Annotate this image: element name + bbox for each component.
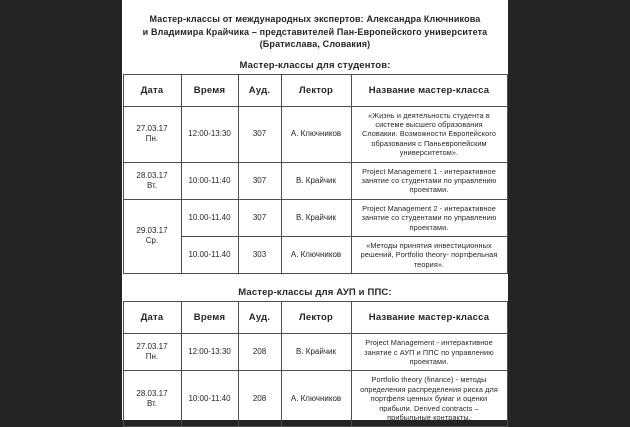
document-title-line: (Братислава, Словакия) (259, 39, 371, 49)
class-title-cell: Project Management 2 - интерактивное занятие со студентами по управлению проектами. (351, 199, 507, 236)
weekday-text: Ср. (145, 236, 159, 246)
document-title-line: Мастер-классы от международных экспертов: Александра Ключникова (149, 14, 481, 24)
table-row (123, 371, 507, 427)
class-title-cell: Portfolio theory (finance) - методы определения распределения риска для портфеля ценных бумаг и оценки прибыли. Derived contracts – прибыльные контракты. (351, 371, 507, 427)
column-header-date: Дата (123, 302, 181, 334)
room-cell: 208 (238, 334, 281, 371)
table-row (123, 236, 507, 273)
column-header-room: Ауд. (238, 74, 281, 106)
column-header-lecturer: Лектор (281, 302, 351, 334)
lecturer-cell: А. Ключников (281, 236, 351, 273)
lecturer-cell: В. Крайчик (281, 162, 351, 199)
section-title-students: Мастер-классы для студентов: (239, 59, 391, 71)
document-page (122, 0, 508, 423)
staff-schedule-table (123, 301, 508, 427)
room-cell: 307 (238, 199, 281, 236)
table-row (123, 162, 507, 199)
table-row (123, 334, 507, 371)
class-title-cell: Project Management 1 - интерактивное занятие со студентами по управлению проектами. (351, 162, 507, 199)
table-row (123, 106, 507, 162)
room-cell: 303 (238, 236, 281, 273)
column-header-class-name: Название мастер-класса (351, 74, 507, 106)
weekday-text: Пн. (145, 352, 159, 362)
lecturer-cell: А. Ключников (281, 371, 351, 427)
weekday-text: Вт. (146, 398, 158, 408)
date-text: 28.03.17 (136, 388, 168, 398)
lecturer-cell: А. Ключников (281, 106, 351, 162)
date-text: 29.03.17 (136, 226, 168, 236)
time-cell: 10:00-11:40 (181, 371, 238, 427)
date-cell (123, 162, 181, 199)
date-cell (123, 199, 181, 273)
weekday-text: Вт. (146, 180, 158, 190)
date-text: 28.03.17 (136, 170, 168, 180)
document-title-line: и Владимира Крайчика – представителей Пан-Европейского университета (142, 26, 488, 37)
time-cell: 10:00-11:40 (181, 162, 238, 199)
column-header-date: Дата (123, 74, 181, 106)
students-schedule-table (123, 74, 508, 275)
date-cell (123, 371, 181, 427)
lecturer-cell: В. Крайчик (281, 334, 351, 371)
time-cell: 10.00-11.40 (181, 236, 238, 273)
table-header-row (123, 302, 507, 334)
room-cell: 307 (238, 162, 281, 199)
date-text: 27.03.17 (136, 342, 168, 352)
time-cell: 12:00-13:30 (181, 334, 238, 371)
class-title-cell: «Методы принятия инвестиционных решений, Portfolio theory- портфельная теория». (351, 236, 507, 273)
column-header-lecturer: Лектор (281, 74, 351, 106)
column-header-class-name: Название мастер-класса (351, 302, 507, 334)
weekday-text: Пн. (145, 134, 159, 144)
column-header-time: Время (181, 302, 238, 334)
column-header-time: Время (181, 74, 238, 106)
date-cell (123, 334, 181, 371)
date-cell (123, 106, 181, 162)
date-text: 27.03.17 (136, 124, 168, 134)
column-header-room: Ауд. (238, 302, 281, 334)
room-cell: 208 (238, 371, 281, 427)
section-title-staff: Мастер-классы для АУП и ППС: (238, 287, 392, 299)
class-title-cell: «Жизнь и деятельность студента в системе высшего образования Словакии. Возможности Европейского образования с Паньевропейским университетом». (351, 106, 507, 162)
time-cell: 12:00-13:30 (181, 106, 238, 162)
table-row (123, 199, 507, 236)
room-cell: 307 (238, 106, 281, 162)
document-title (122, 0, 508, 51)
lecturer-cell: В. Крайчик (281, 199, 351, 236)
table-header-row (123, 74, 507, 106)
time-cell: 10.00-11.40 (181, 199, 238, 236)
class-title-cell: Project Management - интерактивное занятие с АУП и ППС по управлению проектами. (351, 334, 507, 371)
